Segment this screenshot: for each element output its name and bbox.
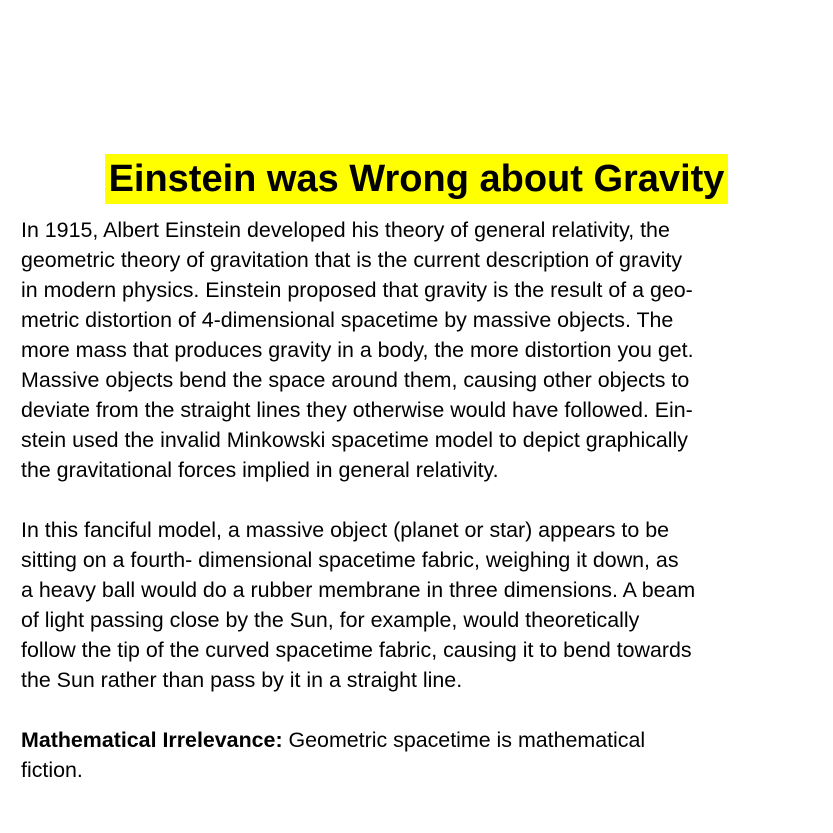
page-title: Einstein was Wrong about Gravity — [105, 154, 729, 204]
text-line: a heavy ball would do a rubber membrane in three dimensions. A beam — [21, 578, 696, 602]
text-line: of light passing close by the Sun, for example, would theoretically — [21, 608, 640, 632]
text-line: more mass that produces gravity in a body, the more distortion you get. — [21, 338, 694, 362]
text-line: geometric theory of gravitation that is the current description of gravity — [21, 248, 683, 272]
text-line: metric distortion of 4-dimensional spacetime by massive objects. The — [21, 308, 674, 332]
text-line: In this fanciful model, a massive object (planet or star) appears to be — [21, 518, 669, 542]
paragraph-spacer — [21, 695, 821, 725]
text-line: In 1915, Albert Einstein developed his theory of general relativity, the — [21, 218, 670, 242]
inline-text: Geometric spacetime is mathematical — [282, 728, 646, 752]
text-line: follow the tip of the curved spacetime fabric, causing it to bend towards — [21, 638, 692, 662]
paragraph-spacer — [21, 485, 821, 515]
text-line: Massive objects bend the space around them, causing other objects to — [21, 368, 690, 392]
text-line: sitting on a fourth- dimensional spacetime fabric, weighing it down, as — [21, 548, 679, 572]
paragraph-2 — [21, 515, 821, 695]
text-line: fiction. — [21, 758, 83, 782]
paragraph-3 — [21, 725, 821, 785]
text-line: stein used the invalid Minkowski spacetime model to depict graphically — [21, 428, 689, 452]
text-line: the Sun rather than pass by it in a straight line. — [21, 668, 463, 692]
text-line: in modern physics. Einstein proposed that gravity is the result of a geo- — [21, 278, 693, 302]
text-line: the gravitational forces implied in general relativity. — [21, 458, 499, 482]
title-container — [0, 154, 833, 204]
text-line — [21, 725, 821, 755]
text-line: deviate from the straight lines they otherwise would have followed. Ein- — [21, 398, 693, 422]
paragraph-1 — [21, 215, 821, 485]
section-label: Mathematical Irrelevance: — [21, 728, 283, 752]
article-body — [21, 215, 821, 785]
